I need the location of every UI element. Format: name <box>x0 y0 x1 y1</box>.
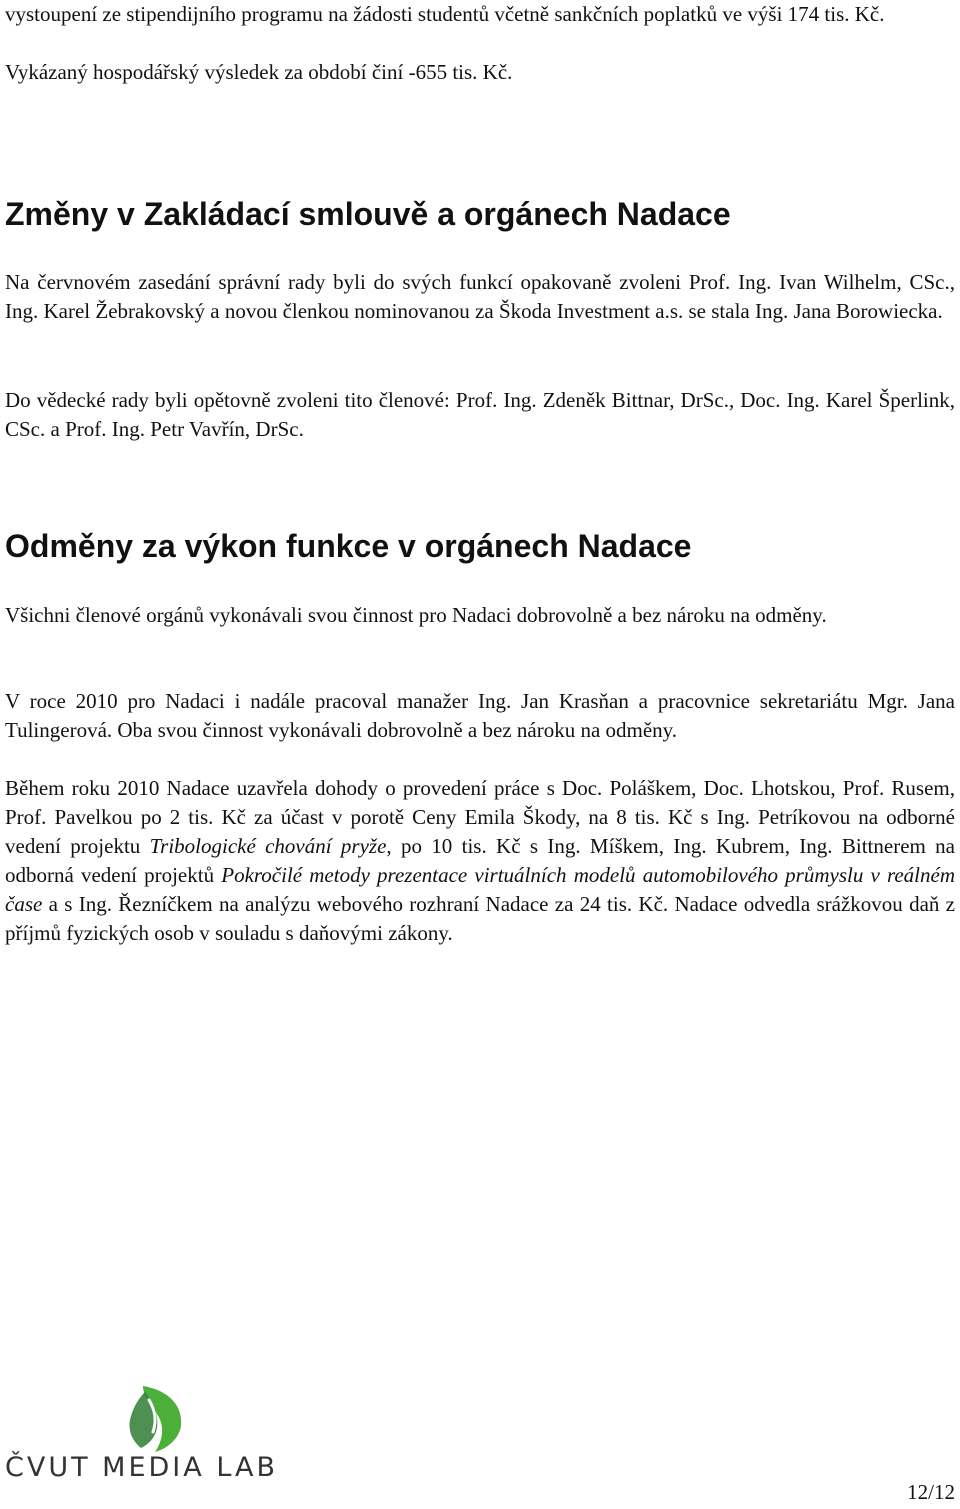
volunteer-paragraph: Všichni členové orgánů vykonávali svou činnost pro Nadaci dobrovolně a bez nároku na odměny. <box>5 603 827 627</box>
agreements-text-part1: Během roku 2010 Nadace uzavřela dohody o provedení práce s Doc. Poláškem, Doc. Lhotskou, Prof. Rusem, Prof. Pavelkou po 2 tis. Kč za účast v porotě Ceny Emila Škody, na 8 tis. Kč s Ing. Petríkovou na odborné vedení projektu <box>5 776 955 858</box>
agreements-paragraph <box>5 774 955 948</box>
logo-leaf-icon <box>123 1382 191 1454</box>
intro-paragraph: vystoupení ze stipendijního programu na žádosti studentů včetně sankčních poplatků ve výši 174 tis. Kč. <box>5 2 885 26</box>
logo-text: ČVUT MEDIA LAB <box>5 1452 278 1483</box>
manager-paragraph: V roce 2010 pro Nadaci i nadále pracoval manažer Ing. Jan Krasňan a pracovnice sekretariátu Mgr. Jana Tulingerová. Oba svou činnost vykonávali dobrovolně a bez nároku na odměny. <box>5 689 955 742</box>
science-council-paragraph: Do vědecké rady byli opětovně zvoleni tito členové: Prof. Ing. Zdeněk Bittnar, DrSc., Doc. Ing. Karel Šperlink, CSc. a Prof. Ing. Petr Vavřín, DrSc. <box>5 388 955 441</box>
agreements-text-part3: a s Ing. Řezníčkem na analýzu webového rozhraní Nadace za 24 tis. Kč. Nadace odvedla srážkovou daň z příjmů fyzických osob v souladu s daňovými zákony. <box>5 892 955 945</box>
section-heading-rewards: Odměny za výkon funkce v orgánech Nadace <box>5 528 692 564</box>
result-paragraph: Vykázaný hospodářský výsledek za období činí -655 tis. Kč. <box>5 60 513 84</box>
section-heading-changes: Změny v Zakládací smlouvě a orgánech Nadace <box>5 196 731 232</box>
page-number: 12/12 <box>907 1480 955 1504</box>
project-title-virtual-models: Pokročilé metody prezentace virtuálních modelů automobilového průmyslu v reálném čase <box>5 863 955 916</box>
agreements-text-part2: , po 10 tis. Kč s Ing. Míškem, Ing. Kubrem, Ing. Bittnerem na odborná vedení projektů <box>5 834 955 887</box>
cvut-media-lab-logo <box>5 1382 315 1490</box>
board-paragraph: Na červnovém zasedání správní rady byli do svých funkcí opakovaně zvoleni Prof. Ing. Ivan Wilhelm, CSc., Ing. Karel Žebrakovský a novou členkou nominovanou za Škoda Investment a.s. se stala Ing. Jana Borowiecka. <box>5 270 955 323</box>
project-title-tribology: Tribologické chování pryže <box>149 834 387 858</box>
